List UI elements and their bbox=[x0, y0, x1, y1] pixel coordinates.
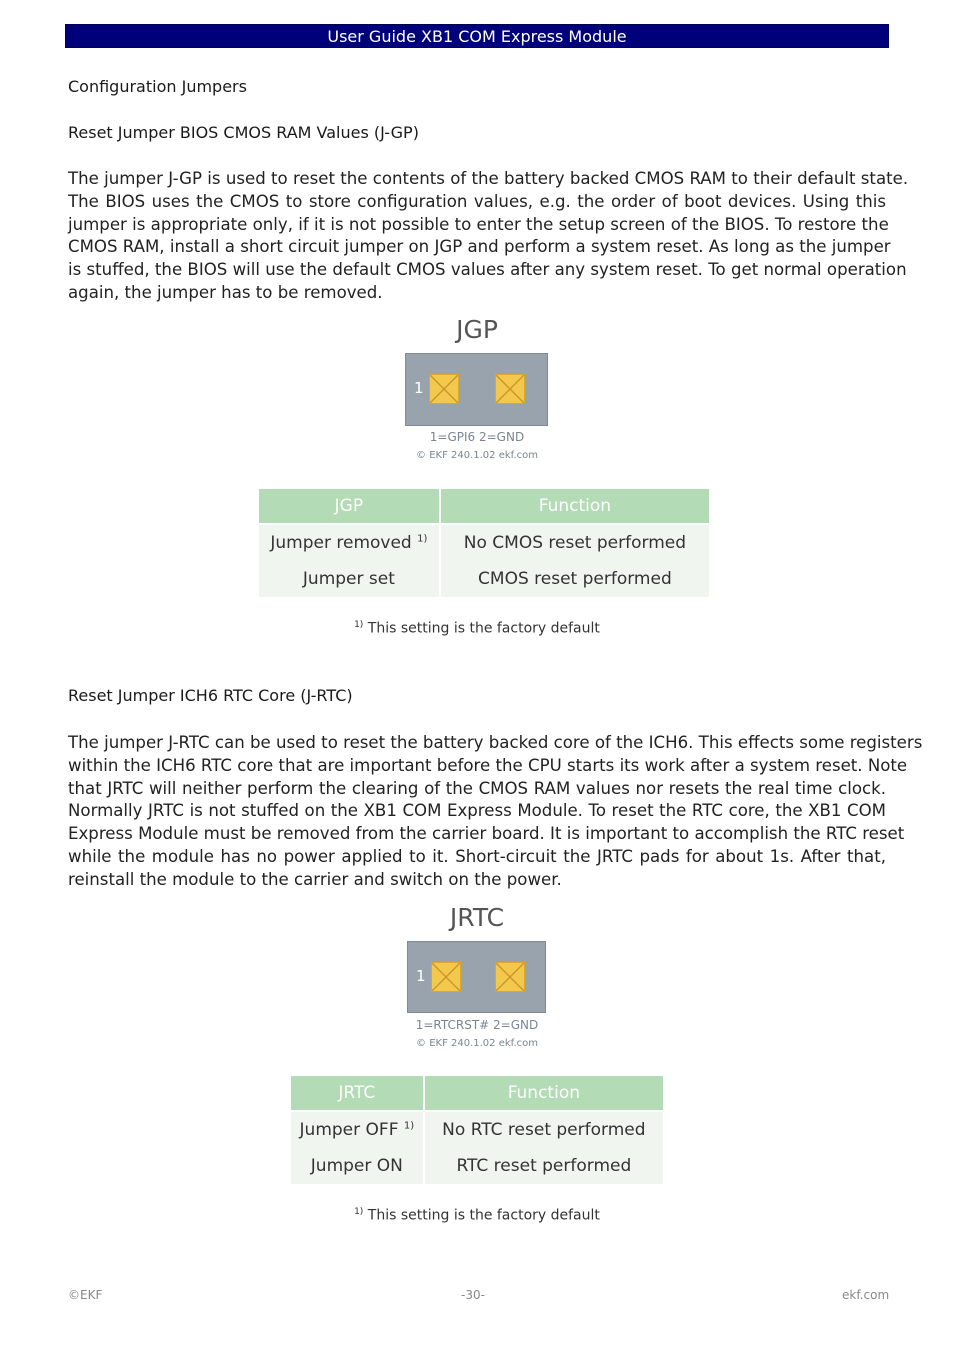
jgp-diagram-title: JGP bbox=[456, 315, 498, 344]
jgp-copyright: © EKF 240.1.02 ekf.com bbox=[416, 450, 538, 461]
paragraph-line: while the module has no power applied to it. Short-circuit the JRTC pads for about 1s. After that, bbox=[68, 846, 886, 866]
jgp-table bbox=[257, 489, 711, 597]
jrtc-table bbox=[289, 1076, 665, 1184]
pin-number-label: 1 bbox=[414, 379, 424, 397]
paragraph-line: jumper is appropriate only, if it is not possible to enter the setup screen of the BIOS. To restore the bbox=[68, 214, 889, 234]
table-cell: Jumper ON bbox=[291, 1148, 423, 1184]
jgp-heading: Reset Jumper BIOS CMOS RAM Values (J-GP) bbox=[68, 123, 419, 142]
table-cell: No CMOS reset performed bbox=[441, 523, 709, 561]
table-cell: No RTC reset performed bbox=[425, 1110, 663, 1148]
paragraph-line: The jumper J-GP is used to reset the contents of the battery backed CMOS RAM to their default state. bbox=[68, 169, 909, 188]
table-row bbox=[259, 561, 709, 597]
footer-copyright: ©EKF bbox=[68, 1288, 103, 1302]
page-number: -30- bbox=[461, 1288, 485, 1302]
jumper-pad-1-icon bbox=[429, 374, 459, 404]
jrtc-footnote: $^{1)}$ This setting is the factory default bbox=[354, 1207, 600, 1224]
paragraph-line: The BIOS uses the CMOS to store configuration values, e.g. the order of boot devices. Using this bbox=[68, 191, 886, 211]
paragraph-line: is stuffed, the BIOS will use the default CMOS values after any system reset. To get normal operation bbox=[68, 260, 907, 280]
table-cell: Jumper set bbox=[259, 561, 439, 597]
document-header: User Guide XB1 COM Express Module bbox=[65, 24, 889, 48]
jrtc-paragraph bbox=[68, 732, 923, 892]
paragraph-line: Express Module must be removed from the carrier board. It is important to accomplish the RTC reset bbox=[68, 824, 905, 844]
table-cell: Jumper removed $^{1)}$ bbox=[259, 523, 439, 561]
jgp-pin-caption: 1=GPI6 2=GND bbox=[429, 430, 525, 444]
paragraph-line: within the ICH6 RTC core that are important before the CPU starts its work after a system reset. Note bbox=[68, 755, 908, 775]
jumper-pad-1-icon bbox=[431, 962, 461, 992]
jumper-pad-2-icon bbox=[495, 962, 525, 992]
jgp-jumper-board bbox=[405, 353, 548, 426]
jrtc-copyright: © EKF 240.1.02 ekf.com bbox=[416, 1038, 538, 1049]
table-header: Function bbox=[425, 1076, 663, 1110]
jgp-paragraph bbox=[68, 168, 909, 305]
paragraph-line: The jumper J-RTC can be used to reset the battery backed core of the ICH6. This effects some registers bbox=[68, 733, 923, 752]
paragraph-line: CMOS RAM, install a short circuit jumper on JGP and perform a system reset. As long as the jumper bbox=[68, 237, 891, 257]
pin-number-label: 1 bbox=[416, 967, 426, 985]
paragraph-line: Normally JRTC is not stuffed on the XB1 COM Express Module. To reset the RTC core, the XB1 COM bbox=[68, 801, 886, 821]
jrtc-jumper-board bbox=[407, 941, 546, 1013]
table-header: JRTC bbox=[291, 1076, 423, 1110]
paragraph-line: reinstall the module to the carrier and switch on the power. bbox=[68, 869, 562, 889]
table-row bbox=[291, 1110, 663, 1148]
table-header: Function bbox=[441, 489, 709, 523]
table-cell: RTC reset performed bbox=[425, 1148, 663, 1184]
table-row bbox=[291, 1148, 663, 1184]
table-cell: Jumper OFF $^{1)}$ bbox=[291, 1110, 423, 1148]
jgp-footnote: $^{1)}$ This setting is the factory default bbox=[354, 620, 600, 637]
paragraph-line: again, the jumper has to be removed. bbox=[68, 282, 383, 302]
section-title: Configuration Jumpers bbox=[68, 77, 247, 96]
table-header: JGP bbox=[259, 489, 439, 523]
paragraph-line: that JRTC will neither perform the clearing of the CMOS RAM values nor resets the real time clock. bbox=[68, 778, 886, 798]
jrtc-diagram-title: JRTC bbox=[449, 903, 505, 932]
table-row bbox=[259, 523, 709, 561]
table-cell: CMOS reset performed bbox=[441, 561, 709, 597]
jrtc-heading: Reset Jumper ICH6 RTC Core (J-RTC) bbox=[68, 686, 353, 705]
footer-link[interactable]: ekf.com bbox=[842, 1288, 890, 1302]
jrtc-pin-caption: 1=RTCRST# 2=GND bbox=[415, 1018, 539, 1032]
jumper-pad-2-icon bbox=[495, 374, 525, 404]
